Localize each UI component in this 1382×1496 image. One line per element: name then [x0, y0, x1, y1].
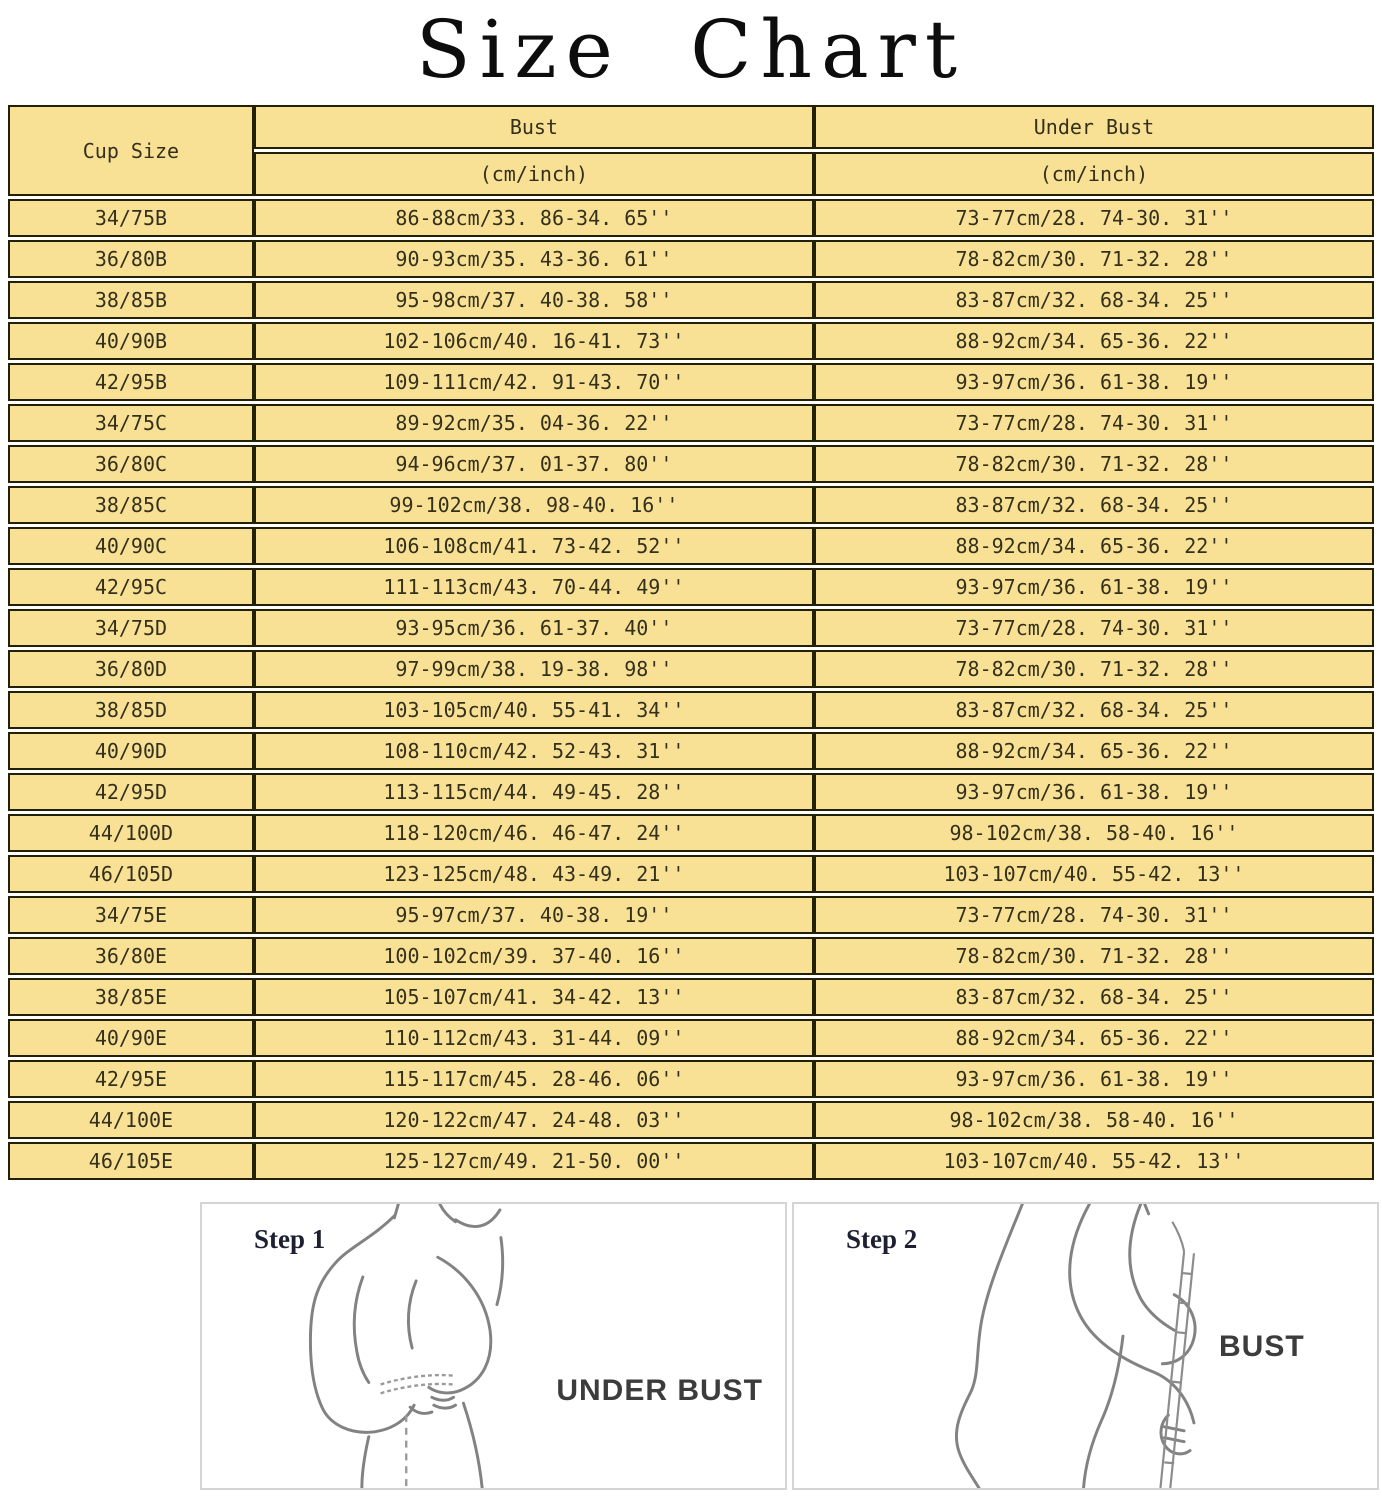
under-bust-cell: 88-92cm/34. 65-36. 22'': [814, 1019, 1374, 1057]
cup-size-cell: 34/75C: [8, 404, 254, 442]
bust-caption: BUST: [1219, 1330, 1305, 1363]
measurement-steps: [200, 1202, 1379, 1490]
under-bust-cell: 83-87cm/32. 68-34. 25'': [814, 691, 1374, 729]
bust-cell: 95-98cm/37. 40-38. 58'': [254, 281, 814, 319]
under-bust-cell: 93-97cm/36. 61-38. 19'': [814, 568, 1374, 606]
bust-cell: 105-107cm/41. 34-42. 13'': [254, 978, 814, 1016]
page-title: Size Chart: [415, 3, 967, 96]
table-row: [8, 773, 1374, 811]
under-bust-cell: 83-87cm/32. 68-34. 25'': [814, 978, 1374, 1016]
step2-panel: [792, 1202, 1379, 1490]
cup-size-cell: 42/95B: [8, 363, 254, 401]
bust-cell: 86-88cm/33. 86-34. 65'': [254, 199, 814, 237]
under-bust-cell: 93-97cm/36. 61-38. 19'': [814, 1060, 1374, 1098]
table-row: [8, 363, 1374, 401]
cup-size-cell: 38/85C: [8, 486, 254, 524]
cup-size-cell: 40/90D: [8, 732, 254, 770]
under-bust-cell: 93-97cm/36. 61-38. 19'': [814, 773, 1374, 811]
table-row: [8, 732, 1374, 770]
bust-cell: 113-115cm/44. 49-45. 28'': [254, 773, 814, 811]
under-bust-cell: 98-102cm/38. 58-40. 16'': [814, 814, 1374, 852]
bust-cell: 109-111cm/42. 91-43. 70'': [254, 363, 814, 401]
table-row: [8, 650, 1374, 688]
cup-size-cell: 46/105D: [8, 855, 254, 893]
bust-cell: 106-108cm/41. 73-42. 52'': [254, 527, 814, 565]
size-table-header: [8, 105, 1374, 196]
step2-label: Step 2: [846, 1224, 918, 1254]
table-row: [8, 609, 1374, 647]
bust-cell: 123-125cm/48. 43-49. 21'': [254, 855, 814, 893]
under-bust-cell: 88-92cm/34. 65-36. 22'': [814, 322, 1374, 360]
under-bust-cell: 88-92cm/34. 65-36. 22'': [814, 732, 1374, 770]
header-cup-size: Cup Size: [8, 105, 254, 196]
table-row: [8, 896, 1374, 934]
under-bust-cell: 73-77cm/28. 74-30. 31'': [814, 896, 1374, 934]
cup-size-cell: 36/80B: [8, 240, 254, 278]
table-row: [8, 199, 1374, 237]
under-bust-cell: 83-87cm/32. 68-34. 25'': [814, 281, 1374, 319]
table-row: [8, 691, 1374, 729]
table-row: [8, 322, 1374, 360]
table-row: [8, 568, 1374, 606]
under-bust-cell: 78-82cm/30. 71-32. 28'': [814, 445, 1374, 483]
table-row: [8, 527, 1374, 565]
table-row: [8, 486, 1374, 524]
header-row-main: [8, 105, 1374, 149]
cup-size-cell: 38/85B: [8, 281, 254, 319]
bust-cell: 108-110cm/42. 52-43. 31'': [254, 732, 814, 770]
under-bust-cell: 103-107cm/40. 55-42. 13'': [814, 1142, 1374, 1180]
cup-size-cell: 36/80C: [8, 445, 254, 483]
table-row: [8, 404, 1374, 442]
table-row: [8, 1101, 1374, 1139]
bust-cell: 111-113cm/43. 70-44. 49'': [254, 568, 814, 606]
cup-size-cell: 44/100D: [8, 814, 254, 852]
under-bust-cell: 78-82cm/30. 71-32. 28'': [814, 240, 1374, 278]
bust-cell: 110-112cm/43. 31-44. 09'': [254, 1019, 814, 1057]
bust-cell: 115-117cm/45. 28-46. 06'': [254, 1060, 814, 1098]
bust-cell: 103-105cm/40. 55-41. 34'': [254, 691, 814, 729]
step1-panel: [200, 1202, 787, 1490]
bust-cell: 89-92cm/35. 04-36. 22'': [254, 404, 814, 442]
bust-cell: 95-97cm/37. 40-38. 19'': [254, 896, 814, 934]
bust-cell: 93-95cm/36. 61-37. 40'': [254, 609, 814, 647]
header-bust-unit: (cm/inch): [254, 152, 814, 196]
bust-cell: 94-96cm/37. 01-37. 80'': [254, 445, 814, 483]
under-bust-cell: 73-77cm/28. 74-30. 31'': [814, 199, 1374, 237]
under-bust-cell: 103-107cm/40. 55-42. 13'': [814, 855, 1374, 893]
bust-cell: 118-120cm/46. 46-47. 24'': [254, 814, 814, 852]
cup-size-cell: 44/100E: [8, 1101, 254, 1139]
cup-size-cell: 42/95D: [8, 773, 254, 811]
cup-size-cell: 38/85D: [8, 691, 254, 729]
table-row: [8, 281, 1374, 319]
under-bust-cell: 78-82cm/30. 71-32. 28'': [814, 937, 1374, 975]
cup-size-cell: 34/75B: [8, 199, 254, 237]
table-row: [8, 978, 1374, 1016]
cup-size-cell: 40/90C: [8, 527, 254, 565]
under-bust-cell: 73-77cm/28. 74-30. 31'': [814, 404, 1374, 442]
cup-size-cell: 40/90B: [8, 322, 254, 360]
under-bust-caption: UNDER BUST: [556, 1374, 763, 1407]
table-row: [8, 814, 1374, 852]
table-row: [8, 1060, 1374, 1098]
size-chart-table: [8, 102, 1374, 1183]
under-bust-cell: 98-102cm/38. 58-40. 16'': [814, 1101, 1374, 1139]
cup-size-cell: 34/75E: [8, 896, 254, 934]
bust-cell: 99-102cm/38. 98-40. 16'': [254, 486, 814, 524]
size-table-wrapper: [8, 102, 1374, 1183]
under-bust-cell: 83-87cm/32. 68-34. 25'': [814, 486, 1374, 524]
table-row: [8, 445, 1374, 483]
size-table-body: [8, 199, 1374, 1180]
header-under-bust-unit: (cm/inch): [814, 152, 1374, 196]
bust-cell: 90-93cm/35. 43-36. 61'': [254, 240, 814, 278]
under-bust-cell: 78-82cm/30. 71-32. 28'': [814, 650, 1374, 688]
cup-size-cell: 34/75D: [8, 609, 254, 647]
bust-cell: 102-106cm/40. 16-41. 73'': [254, 322, 814, 360]
header-bust: Bust: [254, 105, 814, 149]
under-bust-cell: 73-77cm/28. 74-30. 31'': [814, 609, 1374, 647]
cup-size-cell: 40/90E: [8, 1019, 254, 1057]
bust-cell: 120-122cm/47. 24-48. 03'': [254, 1101, 814, 1139]
step1-label: Step 1: [254, 1224, 326, 1254]
cup-size-cell: 38/85E: [8, 978, 254, 1016]
under-bust-cell: 93-97cm/36. 61-38. 19'': [814, 363, 1374, 401]
table-row: [8, 937, 1374, 975]
cup-size-cell: 36/80D: [8, 650, 254, 688]
table-row: [8, 855, 1374, 893]
bust-cell: 97-99cm/38. 19-38. 98'': [254, 650, 814, 688]
table-row: [8, 1019, 1374, 1057]
cup-size-cell: 36/80E: [8, 937, 254, 975]
under-bust-cell: 88-92cm/34. 65-36. 22'': [814, 527, 1374, 565]
table-row: [8, 240, 1374, 278]
bust-cell: 125-127cm/49. 21-50. 00'': [254, 1142, 814, 1180]
cup-size-cell: 42/95C: [8, 568, 254, 606]
cup-size-cell: 46/105E: [8, 1142, 254, 1180]
bust-cell: 100-102cm/39. 37-40. 16'': [254, 937, 814, 975]
table-row: [8, 1142, 1374, 1180]
header-under-bust: Under Bust: [814, 105, 1374, 149]
cup-size-cell: 42/95E: [8, 1060, 254, 1098]
